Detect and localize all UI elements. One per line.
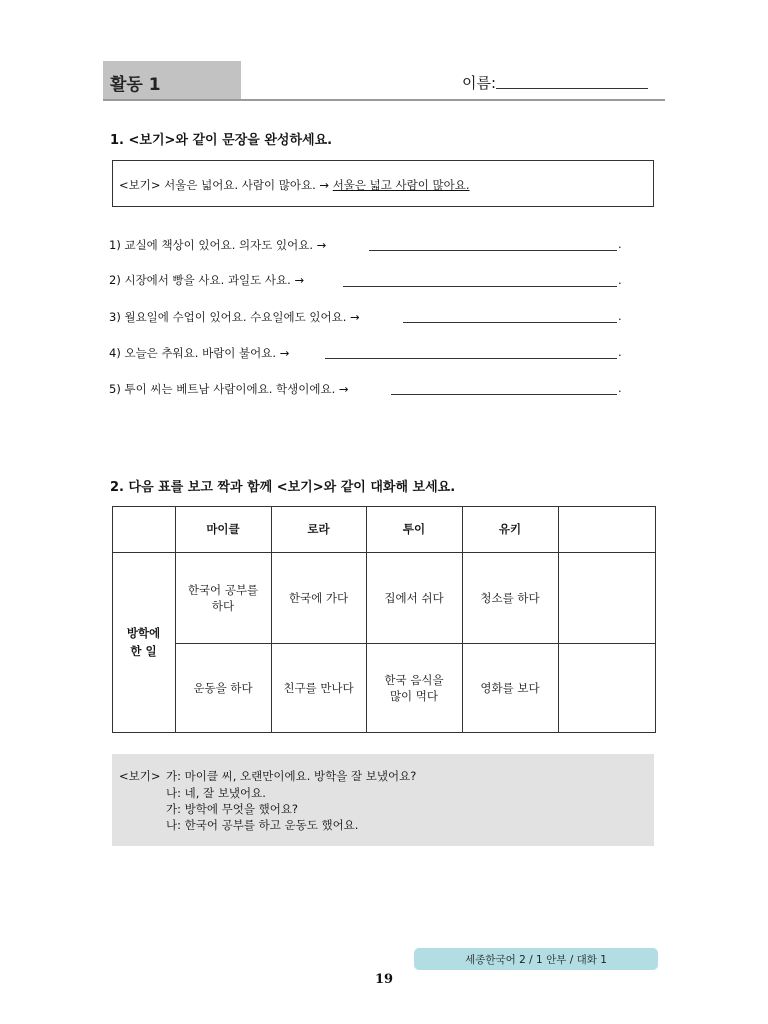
footer-badge: 세종한국어 2 / 1 안부 / 대화 1	[414, 948, 658, 970]
col-header-thuy: 투이	[402, 522, 426, 536]
q1-item-5-period: .	[618, 381, 622, 395]
q1-item-5: 5) 투이 씨는 베트남 사람이에요. 학생이에요. →	[109, 382, 349, 396]
name-label: 이름:	[462, 74, 497, 92]
table-cell: 친구를 만나다	[283, 680, 354, 695]
table-cell: 청소를 하다	[480, 590, 540, 605]
q1-example	[119, 177, 470, 193]
example-prompt: 서울은 넓어요. 사람이 많아요. →	[164, 178, 330, 192]
dialog-tag: <보기>	[119, 769, 161, 783]
dialog-line: 나: 네, 잘 보냈어요.	[166, 786, 266, 800]
col-header-michael: 마이클	[206, 522, 240, 536]
q2-title: 2. 다음 표를 보고 짝과 함께 <보기>와 같이 대화해 보세요.	[110, 480, 456, 495]
dialog-line: 나: 한국어 공부를 하고 운동도 했어요.	[166, 818, 359, 832]
page-number: 19	[374, 972, 394, 987]
q1-item-1-blank[interactable]	[369, 250, 617, 251]
q1-item-1-period: .	[618, 237, 622, 251]
dialog-line: 가: 방학에 무엇을 했어요?	[166, 802, 299, 816]
row-label-vacation: 방학에 한 일	[126, 626, 161, 658]
table-border-bottom	[112, 732, 656, 733]
q1-item-1: 1) 교실에 책상이 있어요. 의자도 있어요. →	[109, 238, 327, 252]
table-cell: 한국 음식을 많이 먹다	[384, 672, 444, 703]
table-cell: 운동을 하다	[193, 680, 253, 695]
col-header-laura: 로라	[307, 522, 330, 536]
q1-item-4-period: .	[618, 345, 622, 359]
q1-item-3-period: .	[618, 309, 622, 323]
q1-title: 1. <보기>와 같이 문장을 완성하세요.	[110, 133, 333, 148]
activity-title: 활동 1	[110, 75, 161, 95]
q1-item-2: 2) 시장에서 빵을 사요. 과일도 사요. →	[109, 273, 305, 287]
q1-item-2-period: .	[618, 273, 622, 287]
q1-item-5-blank[interactable]	[391, 394, 617, 395]
dialog-line: 가: 마이클 씨, 오랜만이에요. 방학을 잘 보냈어요?	[166, 769, 417, 783]
activity-title-box	[103, 61, 241, 99]
example-tag: <보기>	[119, 178, 161, 192]
table-cell-empty[interactable]	[558, 552, 655, 643]
table-cell: 집에서 쉬다	[384, 590, 444, 605]
name-blank[interactable]	[496, 88, 648, 89]
table-cell: 한국어 공부를 하다	[187, 582, 259, 613]
table-border-right	[655, 506, 656, 733]
table-cell-empty[interactable]	[558, 643, 655, 732]
activity-table	[112, 506, 656, 733]
table-cell: 한국에 가다	[288, 590, 349, 605]
example-answer: 서울은 넓고 사람이 많아요.	[332, 178, 470, 192]
dialog-example-box	[112, 754, 654, 846]
q1-item-2-blank[interactable]	[343, 286, 617, 287]
q1-item-3: 3) 월요일에 수업이 있어요. 수요일에도 있어요. →	[109, 310, 360, 324]
q1-item-4-blank[interactable]	[325, 358, 617, 359]
header-divider	[103, 99, 665, 101]
table-cell: 영화를 보다	[480, 680, 540, 695]
col-header-yuki: 유키	[498, 522, 522, 536]
q1-item-3-blank[interactable]	[403, 322, 617, 323]
q1-example-box	[112, 160, 654, 207]
q1-item-4: 4) 오늘은 추워요. 바람이 불어요. →	[109, 346, 290, 360]
